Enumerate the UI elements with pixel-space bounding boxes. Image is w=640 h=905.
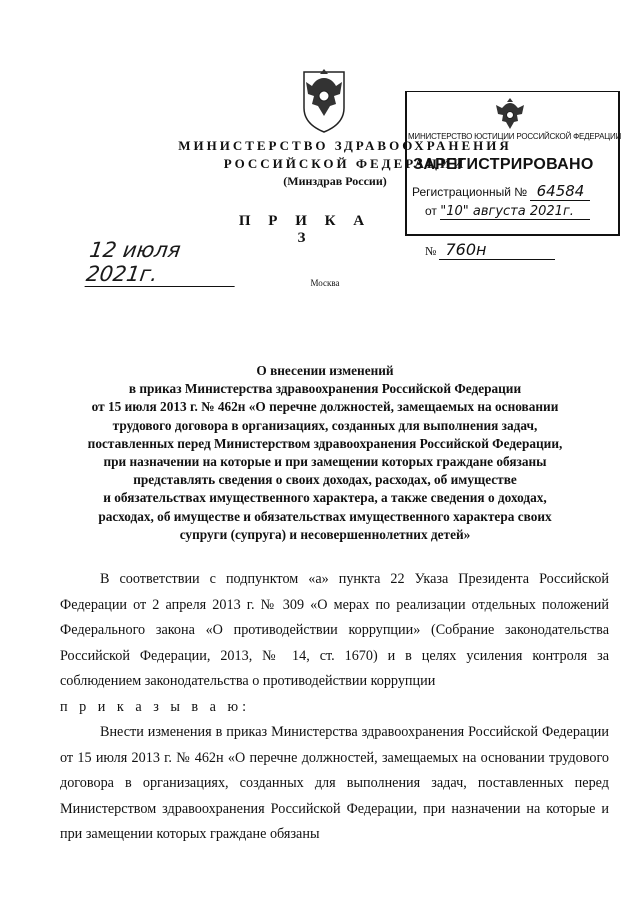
stamp-reg-number: 64584 <box>530 182 590 201</box>
body-paragraph-2: Внести изменения в приказ Министерства здравоохранения Российской Федерации от 15 июля 2013 г. № 462н «О перечне должностей, замещаемых на основании трудового договора в организациях, созданных для выполнения задач, поставленных перед Министерством здравоохранения Российской Федерации, при назначении на которые и при замещении которых граждане обязаны <box>60 724 609 842</box>
stamp-date-row <box>425 204 590 220</box>
body-paragraph-1: В соответствии с подпунктом «а» пункта 22 Указа Президента Российской Федерации от 2 апреля 2013 г. № 309 «О мерах по реализации отдельных положений Федерального закона «О противодействии коррупции» (Собрание законодательства Российской Федерации, 2013, № 14, ст. 1670) и в целях усиления контроля за соблюдением законодательства о противодействии коррупции <box>60 571 609 689</box>
registration-stamp <box>405 91 620 236</box>
org-short-name: (Минздрав России) <box>283 174 387 188</box>
org-name-line1: МИНИСТЕРСТВО ЗДРАВООХРАНЕНИЯ <box>178 138 512 153</box>
order-number: 760н <box>439 240 555 260</box>
title-line: поставленных перед Министерством здравоохранения Российской Федерации, <box>87 435 563 451</box>
stamp-emblem-icon <box>492 98 528 132</box>
stamp-date-value: "10" августа 2021г. <box>440 204 590 220</box>
doc-type-heading: П Р И К А З <box>238 213 372 246</box>
title-line: от 15 июля 2013 г. № 462н «О перечне должностей, замещаемых на основании <box>91 399 559 415</box>
order-number-row <box>425 240 555 260</box>
stamp-ministry-name: МИНИСТЕРСТВО ЮСТИЦИИ РОССИЙСКОЙ ФЕДЕРАЦИИ <box>407 132 622 141</box>
title-line: супруги (супруга) и несовершеннолетних детей» <box>179 526 471 542</box>
title-line: О внесении изменений <box>256 363 394 378</box>
order-date-handwritten: 12 июля 2021г. <box>85 238 242 287</box>
title-line: в приказ Министерства здравоохранения Российской Федерации <box>128 381 522 397</box>
order-title <box>60 362 590 544</box>
org-name-line2: РОССИЙСКОЙ ФЕДЕРАЦИИ <box>223 156 467 171</box>
title-line: представлять сведения о своих доходах, расходах, об имуществе <box>133 472 517 488</box>
stamp-date-label: от <box>425 204 437 218</box>
title-line: при назначении на которые и при замещении которых граждане обязаны <box>103 454 547 470</box>
stamp-reg-label: Регистрационный № <box>412 185 528 199</box>
title-line: и обязательствах имущественного характера, а также сведения о доходах, <box>103 490 547 506</box>
stamp-registration-number-row <box>412 182 590 201</box>
order-body <box>60 567 609 848</box>
city-name: Москва <box>310 278 340 288</box>
decree-word: п р и к а з ы в а ю: <box>60 698 251 715</box>
title-line: трудового договора в организациях, созданных для выполнения задач, <box>112 417 538 433</box>
title-line: расходах, об имуществе и обязательствах имущественного характера своих <box>98 508 552 524</box>
stamp-registered-text: ЗАРЕГИСТРИРОВАНО <box>413 156 594 173</box>
state-emblem-icon <box>296 64 352 134</box>
order-number-prefix: № <box>425 244 437 258</box>
